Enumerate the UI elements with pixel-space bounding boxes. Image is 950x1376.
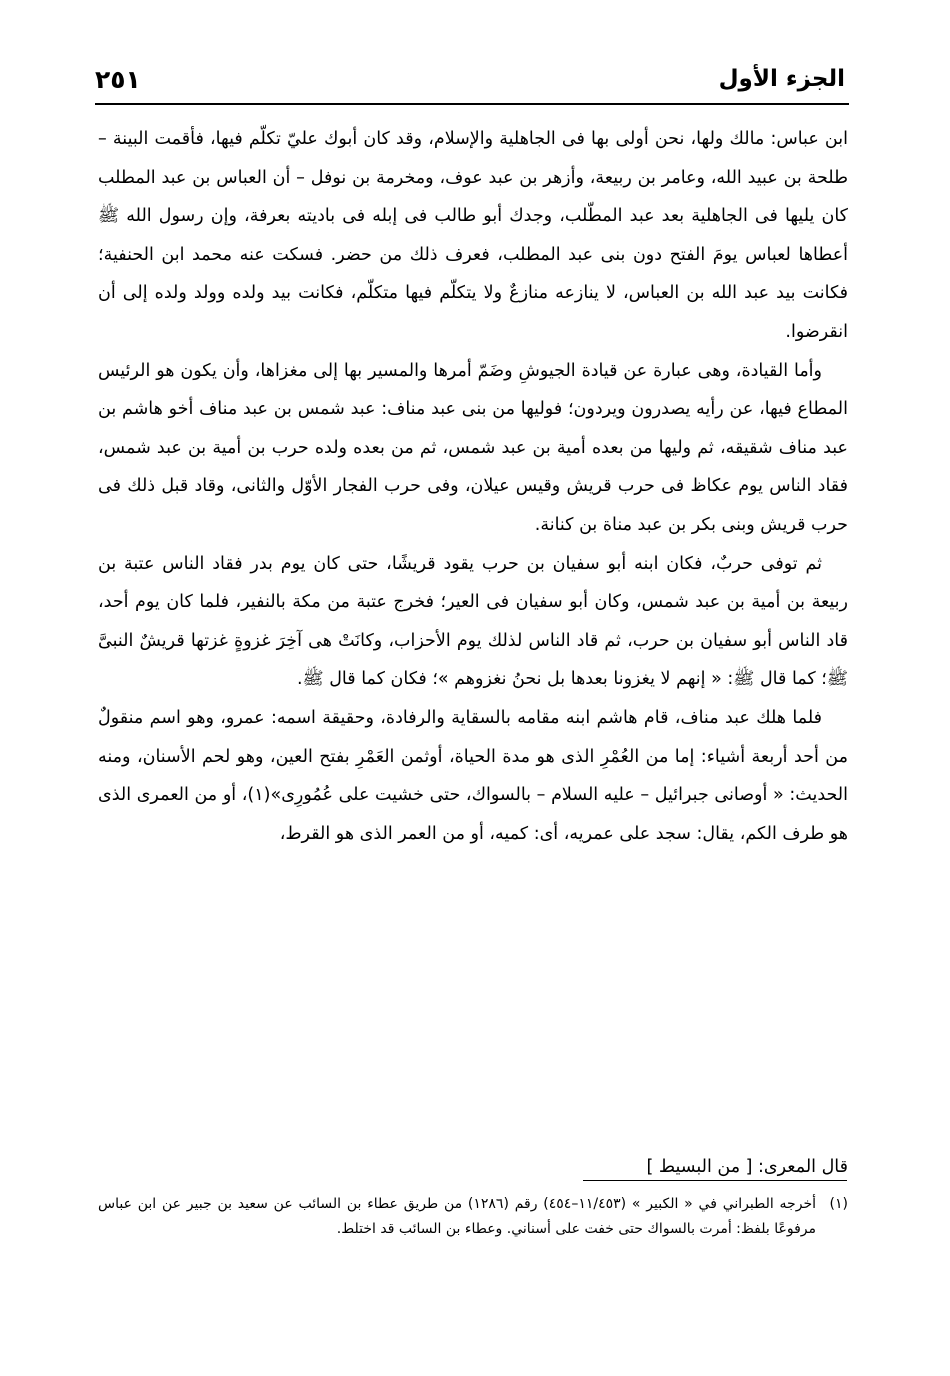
paragraph-4: فلما هلك عبد مناف، قام هاشم ابنه مقامه بالسقاية والرفادة، وحقيقة اسمه: عمرو، وهو اسم منقولٌ من أحد أربعة أشياء: إما من العُمْرِ الذى هو مدة الحياة، أوثمن العَمْرِ بفتح العين، وهو لحم الأسنان، ومنه الحديث: « أوصانى جبرائيل – عليه السلام – بالسواك، حتى خشيت على عُمُورِى»(١)، أو من العمرى الذى هو طرف الكم، يقال: سجد على عمريه، أى: كميه، أو من العمر الذى هو القرط، — [98, 707, 848, 844]
paragraph-1: ابن عباس: مالك ولها، نحن أولى بها فى الجاهلية والإسلام، وقد كان أبوك عليّ تكلّم فيها، فأقمت البينة – طلحة بن عبيد الله، وعامر بن ربيعة، وأزهر بن عبد عوف، ومخرمة بن نوفل – أن العباس بن عبد المطلب كان يليها فى الجاهلية بعد عبد المطّلب، وجدك أبو طالب فى إبله فى باديته بعرفة، وإن رسول الله ﷺ أعطاها لعباس يومَ الفتح دون بنى عبد المطلب، فعرف ذلك من حضر. فسكت عنه محمد ابن الحنفية؛ فكانت بيد عبد الله بن العباس، لا ينازعه منازعٌ ولا يتكلّم فيها متكلّم، فكانت بيد ولده وولد ولده إلى أن انقرضوا. — [98, 129, 848, 342]
footnote-divider — [583, 1180, 847, 1181]
paragraph-3: ثم توفى حربٌ، فكان ابنه أبو سفيان بن حرب يقود قريشًا، حتى كان يوم بدر فقاد الناس عتبة بن ربيعة بن أمية بن عبد شمس، وكان أبو سفيان فى العير؛ فخرج عتبة من مكة بالنفير، فلما كان يوم أحد، قاد الناس أبو سفيان بن حرب، ثم قاد الناس لذلك يوم الأحزاب، وكانَتْ هى آخِرَ غزوةٍ غزتها قريشٌ النبىَّ ﷺ؛ كما قال ﷺ: « إنهم لا يغزونا بعدها بل نحنُ نغزوهم »؛ فكان كما قال ﷺ. — [98, 553, 848, 690]
paragraph-2: وأما القيادة، وهى عبارة عن قيادة الجيوشِ وضَمّ أمرها والمسير بها إلى مغزاها، وأن يكون هو الرئيس المطاع فيها، عن رأيه يصدرون ويردون؛ فوليها من بنى عبد مناف: عبد شمس بن عبد مناف أخو هاشم بن عبد مناف شقيقه، ثم وليها من بعده أمية بن عبد شمس، ثم من بعده ولده حرب بن أمية بن عبد شمس، فقاد الناس يوم عكاظ فى حرب قريش وقيس عيلان، وفى حرب الفجار الأوّل والثانى، وقاد قبل ذلك فى حرب قريش وبنى بكر بن عبد مناة بن كنانة. — [98, 360, 848, 535]
footnote-1 — [98, 1192, 848, 1242]
footnote-number: (١) — [829, 1196, 848, 1212]
main-text — [98, 120, 848, 853]
footnote-text: أخرجه الطبراني في « الكبير » (١١/٤٥٣–٤٥٤) رقم (١٢٨٦) من طريق عطاء بن السائب عن سعيد بن جبير عن ابن عباس مرفوعًا بلفظ: أمرت بالسواك حتى خفت على أسناني. وعطاء بن السائب قد اختلط. — [98, 1196, 816, 1237]
page-header — [95, 56, 845, 102]
running-title: الجزء الأول — [718, 66, 845, 92]
page-number: ٢٥١ — [95, 64, 141, 94]
footnotes — [98, 1192, 848, 1242]
header-divider — [95, 103, 849, 105]
verse-intro: قال المعرى: [ من البسيط ] — [646, 1157, 848, 1177]
